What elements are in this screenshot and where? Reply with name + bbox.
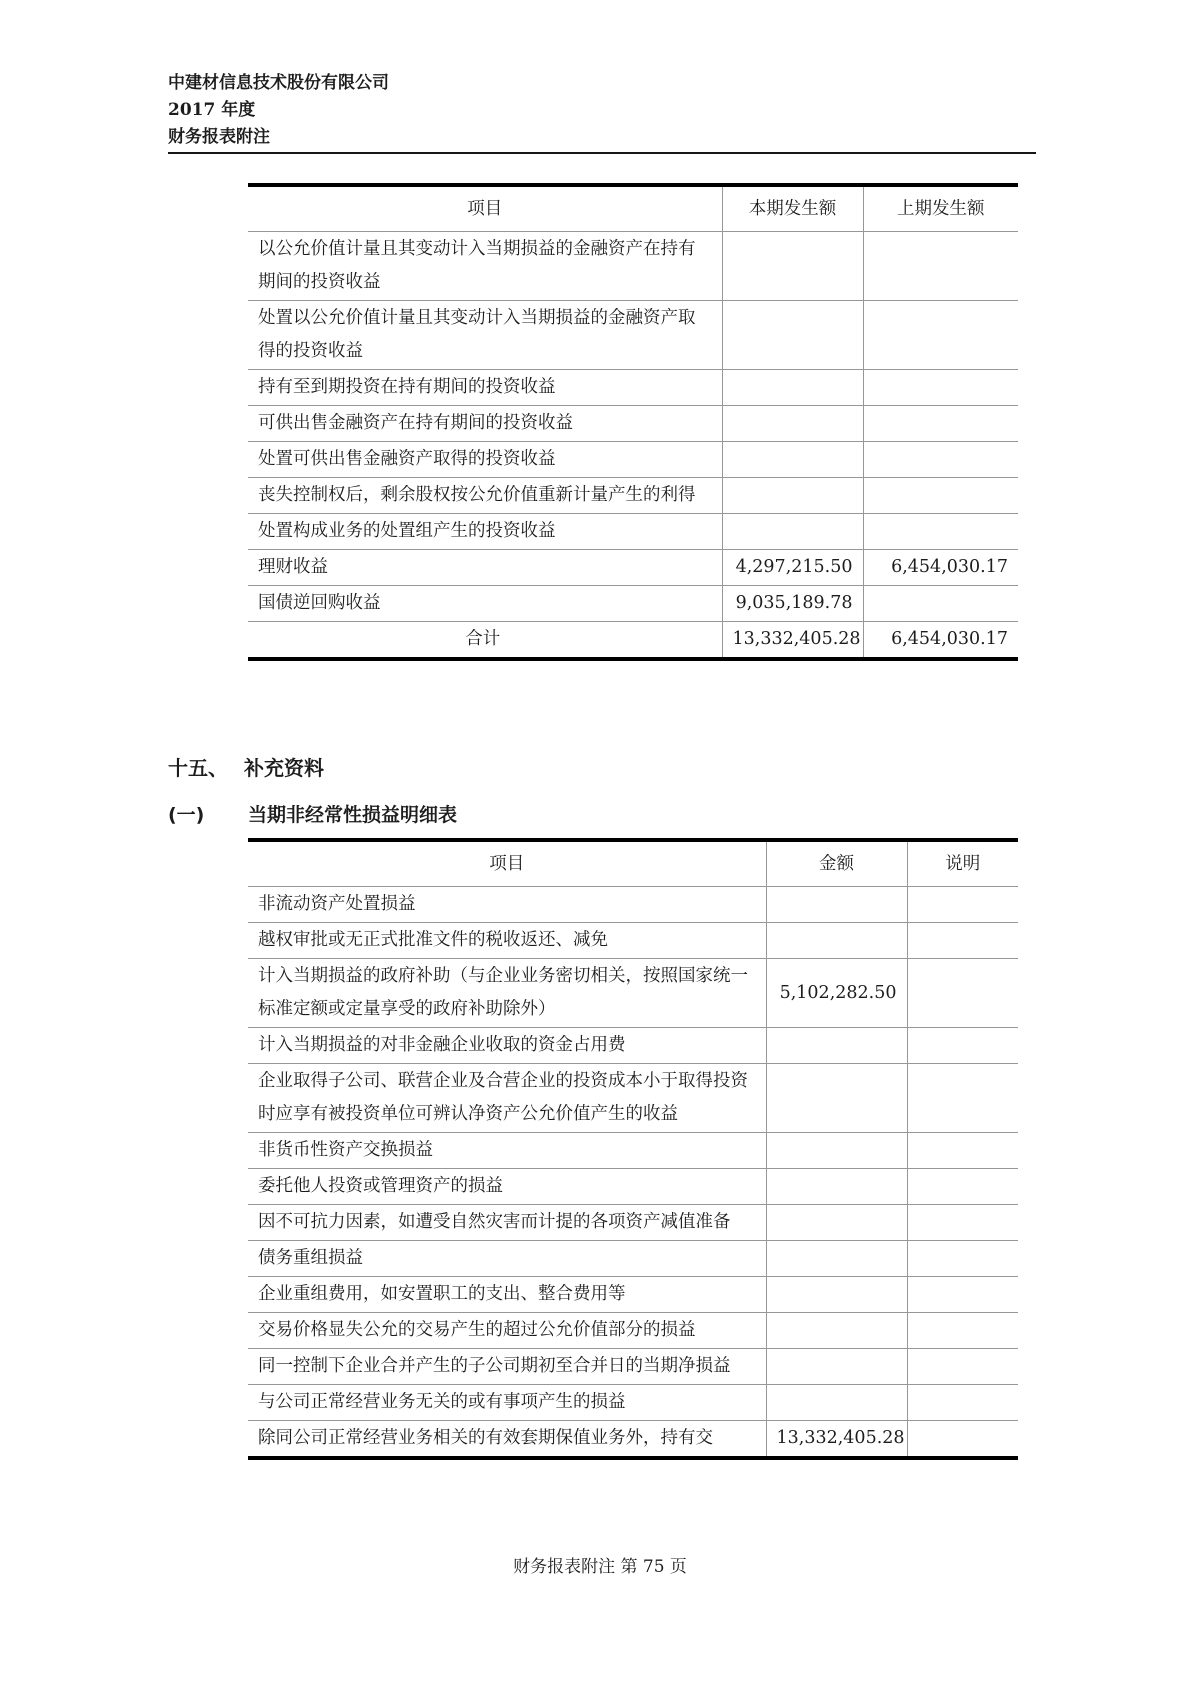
nonrecurring-cell-item: 企业重组费用，如安置职工的支出、整合费用等 xyxy=(248,1277,766,1313)
nonrecurring-cell-note xyxy=(907,959,1018,1028)
nonrecurring-cell-note xyxy=(907,1421,1018,1459)
nonrecurring-cell-item: 因不可抗力因素，如遭受自然灾害而计提的各项资产减值准备 xyxy=(248,1205,766,1241)
nonrecurring-cell-item: 非流动资产处置损益 xyxy=(248,887,766,923)
investment-income-row xyxy=(248,586,1018,622)
section-heading xyxy=(168,752,324,781)
investment-income-cell-current: 4,297,215.50 xyxy=(722,550,863,586)
nonrecurring-cell-amount xyxy=(766,1277,907,1313)
nonrecurring-row xyxy=(248,1349,1018,1385)
header-divider xyxy=(168,152,1036,154)
investment-income-cell-item: 理财收益 xyxy=(248,550,722,586)
investment-income-cell-item: 处置可供出售金融资产取得的投资收益 xyxy=(248,442,722,478)
nonrecurring-cell-item: 除同公司正常经营业务相关的有效套期保值业务外，持有交 xyxy=(248,1421,766,1459)
section-number: 十五、 xyxy=(168,756,228,780)
nonrecurring-row xyxy=(248,923,1018,959)
investment-income-row xyxy=(248,301,1018,370)
nonrecurring-cell-item: 与公司正常经营业务无关的或有事项产生的损益 xyxy=(248,1385,766,1421)
nonrecurring-cell-amount xyxy=(766,1313,907,1349)
investment-income-row xyxy=(248,514,1018,550)
nonrecurring-cell-amount xyxy=(766,1385,907,1421)
nonrecurring-cell-amount xyxy=(766,923,907,959)
nonrecurring-row xyxy=(248,1028,1018,1064)
nonrecurring-cell-item: 越权审批或无正式批准文件的税收返还、减免 xyxy=(248,923,766,959)
nonrecurring-cell-item: 委托他人投资或管理资产的损益 xyxy=(248,1169,766,1205)
investment-income-cell-item: 丧失控制权后，剩余股权按公允价值重新计量产生的利得 xyxy=(248,478,722,514)
table-header-row xyxy=(248,840,1018,887)
section-title: 补充资料 xyxy=(244,756,324,780)
nonrecurring-row xyxy=(248,1385,1018,1421)
investment-income-total-cell-current: 13,332,405.28 xyxy=(722,622,863,660)
investment-income-row xyxy=(248,478,1018,514)
nonrecurring-cell-note xyxy=(907,1385,1018,1421)
investment-income-cell-current: 9,035,189.78 xyxy=(722,586,863,622)
nonrecurring-cell-note xyxy=(907,887,1018,923)
investment-income-total-row xyxy=(248,622,1018,660)
nonrecurring-cell-item: 计入当期损益的对非金融企业收取的资金占用费 xyxy=(248,1028,766,1064)
column-header-note: 说明 xyxy=(907,840,1018,887)
nonrecurring-cell-amount xyxy=(766,1133,907,1169)
document-header xyxy=(168,70,389,151)
investment-income-row xyxy=(248,442,1018,478)
nonrecurring-row xyxy=(248,887,1018,923)
nonrecurring-cell-note xyxy=(907,923,1018,959)
investment-income-cell-prior xyxy=(863,370,1018,406)
company-name: 中建材信息技术股份有限公司 xyxy=(168,73,389,93)
table-header-row xyxy=(248,185,1018,232)
nonrecurring-row xyxy=(248,1313,1018,1349)
investment-income-cell-prior: 6,454,030.17 xyxy=(863,550,1018,586)
investment-income-cell-current xyxy=(722,232,863,301)
nonrecurring-row xyxy=(248,1064,1018,1133)
investment-income-cell-prior xyxy=(863,478,1018,514)
page-footer: 财务报表附注 第 75 页 xyxy=(513,1557,687,1577)
nonrecurring-cell-note xyxy=(907,1313,1018,1349)
nonrecurring-cell-item: 同一控制下企业合并产生的子公司期初至合并日的当期净损益 xyxy=(248,1349,766,1385)
investment-income-cell-prior xyxy=(863,442,1018,478)
nonrecurring-row xyxy=(248,1205,1018,1241)
investment-income-total-cell-prior: 6,454,030.17 xyxy=(863,622,1018,660)
investment-income-cell-current xyxy=(722,370,863,406)
investment-income-cell-current xyxy=(722,478,863,514)
column-header-item: 项目 xyxy=(248,185,722,232)
nonrecurring-row xyxy=(248,1421,1018,1459)
nonrecurring-cell-note xyxy=(907,1349,1018,1385)
investment-income-table-container xyxy=(248,183,1018,661)
nonrecurring-cell-amount xyxy=(766,1205,907,1241)
nonrecurring-row xyxy=(248,1169,1018,1205)
nonrecurring-cell-amount xyxy=(766,1241,907,1277)
investment-income-cell-prior xyxy=(863,301,1018,370)
investment-income-cell-current xyxy=(722,514,863,550)
nonrecurring-items-table xyxy=(248,838,1018,1460)
investment-income-row xyxy=(248,550,1018,586)
nonrecurring-row xyxy=(248,959,1018,1028)
investment-income-cell-item: 持有至到期投资在持有期间的投资收益 xyxy=(248,370,722,406)
investment-income-cell-current xyxy=(722,406,863,442)
investment-income-row xyxy=(248,232,1018,301)
nonrecurring-items-table-container xyxy=(248,838,1018,1460)
column-header-prior-period: 上期发生额 xyxy=(863,185,1018,232)
investment-income-cell-prior xyxy=(863,514,1018,550)
nonrecurring-cell-item: 计入当期损益的政府补助（与企业业务密切相关，按照国家统一标准定额或定量享受的政府补助除外） xyxy=(248,959,766,1028)
column-header-item: 项目 xyxy=(248,840,766,887)
investment-income-cell-prior xyxy=(863,232,1018,301)
column-header-current-period: 本期发生额 xyxy=(722,185,863,232)
nonrecurring-row xyxy=(248,1277,1018,1313)
nonrecurring-cell-amount xyxy=(766,1028,907,1064)
nonrecurring-cell-amount xyxy=(766,1064,907,1133)
column-header-amount: 金额 xyxy=(766,840,907,887)
investment-income-cell-item: 可供出售金融资产在持有期间的投资收益 xyxy=(248,406,722,442)
nonrecurring-cell-note xyxy=(907,1277,1018,1313)
investment-income-cell-prior xyxy=(863,406,1018,442)
investment-income-cell-item: 处置以公允价值计量且其变动计入当期损益的金融资产取得的投资收益 xyxy=(248,301,722,370)
investment-income-table xyxy=(248,183,1018,661)
nonrecurring-cell-item: 交易价格显失公允的交易产生的超过公允价值部分的损益 xyxy=(248,1313,766,1349)
investment-income-cell-item: 国债逆回购收益 xyxy=(248,586,722,622)
report-year: 2017 年度 xyxy=(168,100,256,120)
nonrecurring-cell-amount: 13,332,405.28 xyxy=(766,1421,907,1459)
investment-income-total-cell-item: 合计 xyxy=(248,622,722,660)
investment-income-cell-current xyxy=(722,442,863,478)
nonrecurring-cell-amount xyxy=(766,887,907,923)
nonrecurring-cell-item: 非货币性资产交换损益 xyxy=(248,1133,766,1169)
subsection-title: 当期非经常性损益明细表 xyxy=(248,804,458,826)
nonrecurring-cell-note xyxy=(907,1205,1018,1241)
investment-income-cell-current xyxy=(722,301,863,370)
nonrecurring-cell-note xyxy=(907,1064,1018,1133)
investment-income-cell-item: 以公允价值计量且其变动计入当期损益的金融资产在持有期间的投资收益 xyxy=(248,232,722,301)
nonrecurring-cell-note xyxy=(907,1169,1018,1205)
nonrecurring-cell-amount xyxy=(766,1169,907,1205)
nonrecurring-cell-note xyxy=(907,1241,1018,1277)
nonrecurring-cell-amount: 5,102,282.50 xyxy=(766,959,907,1028)
investment-income-cell-prior xyxy=(863,586,1018,622)
nonrecurring-cell-note xyxy=(907,1028,1018,1064)
document-title: 财务报表附注 xyxy=(168,127,270,147)
nonrecurring-row xyxy=(248,1133,1018,1169)
subsection-number: (一) xyxy=(168,804,205,826)
investment-income-row xyxy=(248,370,1018,406)
nonrecurring-cell-amount xyxy=(766,1349,907,1385)
nonrecurring-cell-note xyxy=(907,1133,1018,1169)
investment-income-row xyxy=(248,406,1018,442)
nonrecurring-cell-item: 企业取得子公司、联营企业及合营企业的投资成本小于取得投资时应享有被投资单位可辨认净资产公允价值产生的收益 xyxy=(248,1064,766,1133)
nonrecurring-row xyxy=(248,1241,1018,1277)
subsection-heading xyxy=(168,800,457,827)
investment-income-cell-item: 处置构成业务的处置组产生的投资收益 xyxy=(248,514,722,550)
nonrecurring-cell-item: 债务重组损益 xyxy=(248,1241,766,1277)
